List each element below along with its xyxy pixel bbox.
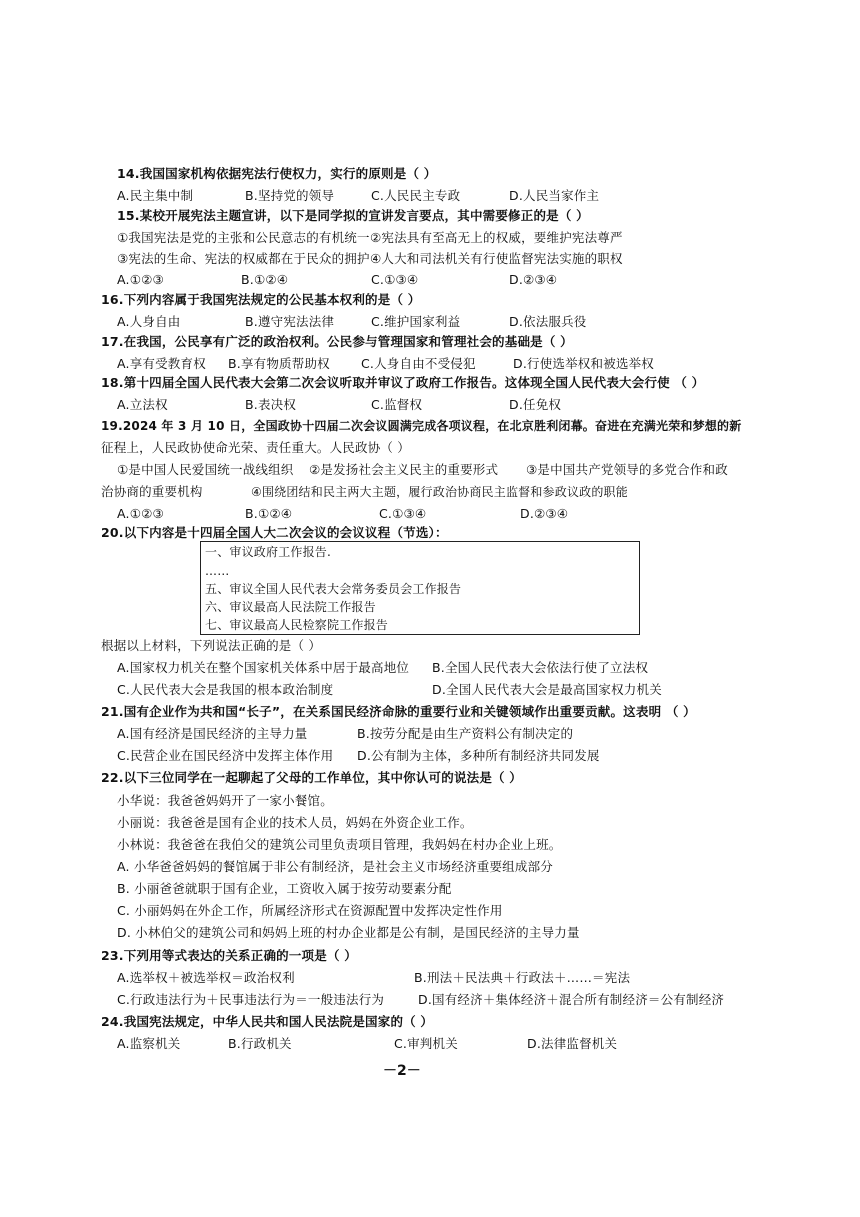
option-23-c: C.行政违法行为＋民事违法行为＝一般违法行为 <box>117 992 385 1007</box>
option-23-b: B.刑法＋民法典＋行政法＋……＝宪法 <box>414 970 631 985</box>
option-16-b: B.遵守宪法法律 <box>245 314 335 329</box>
agenda-item-5: 五、审议全国人民代表大会常务委员会工作报告 <box>205 582 462 596</box>
option-17-d: D.行使选举权和被选举权 <box>513 356 654 371</box>
question-14-stem: 14.我国国家机构依据宪法行使权力，实行的原则是（ ） <box>117 166 437 181</box>
option-16-d: D.依法服兵役 <box>509 314 587 329</box>
option-24-a: A.监察机关 <box>117 1036 181 1051</box>
option-21-d: D.公有制为主体，多种所有制经济共同发展 <box>357 748 600 763</box>
agenda-ellipsis: …… <box>205 564 230 578</box>
question-15-stem: 15.某校开展宪法主题宣讲，以下是同学拟的宣讲发言要点，其中需要修正的是（ ） <box>117 208 589 223</box>
option-18-d: D.任免权 <box>509 397 562 412</box>
agenda-box <box>200 541 640 635</box>
statement-15-1: ①我国宪法是党的主张和公民意志的有机统一 <box>117 230 370 245</box>
agenda-item-1: 一、审议政府工作报告. <box>205 545 332 559</box>
statement-19-3: ③是中国共产党领导的多党合作和政 <box>526 462 728 477</box>
option-21-c: C.民营企业在国民经济中发挥主体作用 <box>117 748 334 763</box>
option-24-c: C.审判机关 <box>394 1036 458 1051</box>
option-15-a: A.①②③ <box>117 272 164 287</box>
option-19-d: D.②③④ <box>520 506 569 521</box>
question-17-stem: 17.在我国，公民享有广泛的政治权利。公民参与管理国家和管理社会的基础是（ ） <box>101 334 573 349</box>
question-23-stem: 23.下列用等式表达的关系正确的一项是（ ） <box>101 948 357 963</box>
question-19-stem-line2: 征程上，人民政协使命光荣、责任重大。人民政协（ ） <box>101 440 410 455</box>
option-14-a: A.民主集中制 <box>117 188 194 203</box>
option-14-d: D.人民当家作主 <box>509 188 600 203</box>
agenda-item-6: 六、审议最高人民法院工作报告 <box>205 600 376 614</box>
option-22-d: D. 小林伯父的建筑公司和妈妈上班的村办企业都是公有制，是国民经济的主导力量 <box>117 925 580 940</box>
question-22-stem: 22.以下三位同学在一起聊起了父母的工作单位，其中你认可的说法是（ ） <box>101 770 522 785</box>
statement-19-4: ④围绕团结和民主两大主题，履行政治协商民主监督和参政议政的职能 <box>251 485 628 499</box>
option-17-c: C.人身自由不受侵犯 <box>361 356 476 371</box>
option-20-b: B.全国人民代表大会依法行使了立法权 <box>432 660 649 675</box>
option-24-d: D.法律监督机关 <box>527 1036 618 1051</box>
option-16-c: C.维护国家利益 <box>371 314 461 329</box>
option-18-b: B.表决权 <box>245 397 297 412</box>
option-15-b: B.①②④ <box>241 272 289 287</box>
option-21-b: B.按劳分配是由生产资料公有制决定的 <box>357 726 574 741</box>
option-17-b: B.享有物质帮助权 <box>228 356 330 371</box>
option-14-c: C.人民民主专政 <box>371 188 461 203</box>
speaker-xiaoli: 小丽说：我爸爸是国有企业的技术人员，妈妈在外资企业工作。 <box>117 815 473 830</box>
option-18-c: C.监督权 <box>371 397 423 412</box>
statement-19-3-cont: 治协商的重要机构 <box>101 484 203 499</box>
page-number: －2－ <box>383 1063 421 1079</box>
option-15-d: D.②③④ <box>509 272 558 287</box>
option-20-c: C.人民代表大会是我国的根本政治制度 <box>117 682 334 697</box>
question-20-stem: 20.以下内容是十四届全国人大二次会议的会议议程（节选）： <box>101 525 448 540</box>
option-21-a: A.国有经济是国民经济的主导力量 <box>117 726 308 741</box>
question-18-stem: 18.第十四届全国人民代表大会第二次会议听取并审议了政府工作报告。这体现全国人民代表大会行使 （ ） <box>101 375 705 390</box>
statement-19-2: ②是发扬社会主义民主的重要形式 <box>309 462 499 477</box>
option-22-b: B. 小丽爸爸就职于国有企业，工资收入属于按劳动要素分配 <box>117 881 452 896</box>
question-24-stem: 24.我国宪法规定，中华人民共和国人民法院是国家的（ ） <box>101 1014 434 1029</box>
option-24-b: B.行政机关 <box>228 1036 292 1051</box>
statement-19-1: ①是中国人民爱国统一战线组织 <box>117 462 294 477</box>
option-20-a: A.国家权力机关在整个国家机关体系中居于最高地位 <box>117 660 410 675</box>
option-16-a: A.人身自由 <box>117 314 181 329</box>
agenda-item-7: 七、审议最高人民检察院工作报告 <box>205 618 389 632</box>
option-18-a: A.立法权 <box>117 397 168 412</box>
question-20-lead: 根据以上材料，下列说法正确的是（ ） <box>101 638 322 653</box>
option-23-d: D.国有经济＋集体经济＋混合所有制经济＝公有制经济 <box>418 992 725 1007</box>
option-14-b: B.坚持党的领导 <box>245 188 335 203</box>
question-21-stem: 21.国有企业作为共和国“长子”，在关系国民经济命脉的重要行业和关键领域作出重要贡献。这表明 （ ） <box>101 704 696 719</box>
option-17-a: A.享有受教育权 <box>117 356 206 371</box>
speaker-xiaohua: 小华说：我爸爸妈妈开了一家小餐馆。 <box>117 793 333 808</box>
question-19-stem-line1: 19.2024 年 3 月 10 日，全国政协十四届二次会议圆满完成各项议程，在北京胜利闭幕。奋进在充满光荣和梦想的新 <box>101 419 742 433</box>
statement-15-4: ④人大和司法机关有行使监督宪法实施的职权 <box>370 251 623 266</box>
statement-15-3: ③宪法的生命、宪法的权威都在于民众的拥护 <box>117 251 370 266</box>
option-22-c: C. 小丽妈妈在外企工作，所属经济形式在资源配置中发挥决定性作用 <box>117 903 503 918</box>
option-19-b: B.①②④ <box>245 506 293 521</box>
option-19-a: A.①②③ <box>117 506 164 521</box>
question-16-stem: 16.下列内容属于我国宪法规定的公民基本权利的是（ ） <box>101 292 421 307</box>
statement-15-2: ②宪法具有至高无上的权威，要维护宪法尊严 <box>370 230 623 245</box>
option-20-d: D.全国人民代表大会是最高国家权力机关 <box>432 682 662 697</box>
option-19-c: C.①③④ <box>379 506 427 521</box>
option-22-a: A. 小华爸爸妈妈的餐馆属于非公有制经济，是社会主义市场经济重要组成部分 <box>117 859 553 874</box>
speaker-xiaolin: 小林说：我爸爸在我伯父的建筑公司里负责项目管理，我妈妈在村办企业上班。 <box>117 837 562 852</box>
option-23-a: A.选举权＋被选举权＝政治权利 <box>117 970 295 985</box>
option-15-c: C.①③④ <box>371 272 419 287</box>
